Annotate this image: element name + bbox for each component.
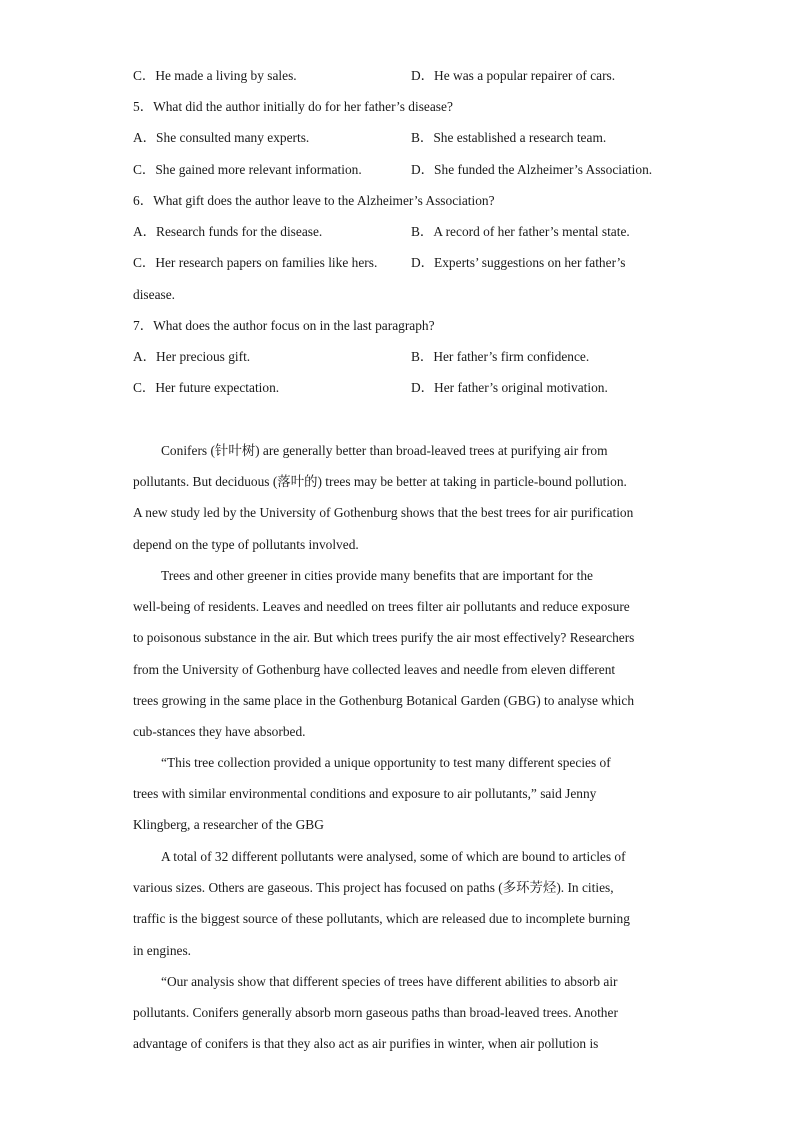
q6-option-d: D．Experts’ suggestions on her father’s — [411, 255, 626, 270]
paragraph-line: traffic is the biggest source of these pollutants, which are released due to incomplete burning — [133, 911, 630, 927]
q5-stem: 5．What did the author initially do for her father’s disease? — [133, 99, 453, 114]
q6-options-row-1 — [133, 216, 664, 247]
paragraph-line: various sizes. Others are gaseous. This project has focused on paths (多环芳烃). In cities, — [133, 880, 614, 896]
paragraph-line: A total of 32 different pollutants were analysed, some of which are bound to articles of — [161, 849, 626, 864]
q5-option-c: C．She gained more relevant information. — [133, 162, 362, 177]
paragraph-line: depend on the type of pollutants involved. — [133, 536, 359, 552]
paragraph-line: well-being of residents. Leaves and needled on trees filter air pollutants and reduce exposure — [133, 599, 630, 615]
paragraph-line: trees with similar environmental conditions and exposure to air pollutants,” said Jenny — [133, 786, 597, 802]
q7-options-row-2 — [133, 372, 664, 403]
passage-paragraph-3 — [133, 747, 664, 841]
q7-options-row-1 — [133, 341, 664, 372]
passage-paragraph-5 — [133, 966, 664, 1060]
q6-option-d-wrap: disease. — [133, 287, 176, 302]
q5-options-row-1 — [133, 122, 664, 153]
q6-option-c: C．Her research papers on families like hers. — [133, 255, 378, 270]
q7-stem: 7．What does the author focus on in the last paragraph? — [133, 318, 435, 333]
paragraph-line: Conifers (针叶树) are generally better than broad-leaved trees at purifying air from — [161, 443, 608, 458]
paragraph-line: to poisonous substance in the air. But which trees purify the air most effectively? Researchers — [133, 630, 635, 646]
q6-option-b: B．A record of her father’s mental state. — [411, 224, 630, 239]
q7-option-c: C．Her future expectation. — [133, 380, 280, 395]
passage-paragraph-2 — [133, 560, 664, 747]
q6-stem: 6．What gift does the author leave to the Alzheimer’s Association? — [133, 193, 495, 208]
paragraph-line: pollutants. But deciduous (落叶的) trees may be better at taking in particle-bound pollution. — [133, 474, 627, 490]
paragraph-line: cub-stances they have absorbed. — [133, 723, 306, 739]
q5-option-d: D．She funded the Alzheimer’s Association. — [411, 162, 653, 177]
q6-option-a: A．Research funds for the disease. — [133, 224, 323, 239]
paragraph-line: in engines. — [133, 942, 192, 958]
paragraph-line: from the University of Gothenburg have collected leaves and needle from eleven different — [133, 661, 616, 677]
q5-options-row-2 — [133, 154, 664, 185]
paragraph-line: trees growing in the same place in the Gothenburg Botanical Garden (GBG) to analyse which — [133, 692, 635, 708]
q7-option-d: D．Her father’s original motivation. — [411, 380, 608, 395]
q5-option-a: A．She consulted many experts. — [133, 130, 310, 145]
q7-option-a: A．Her precious gift. — [133, 349, 251, 364]
q4-option-d: D．He was a popular repairer of cars. — [411, 68, 616, 83]
q5-option-b: B．She established a research team. — [411, 130, 607, 145]
q4-options-row — [133, 60, 664, 91]
passage-paragraph-1 — [133, 435, 664, 560]
passage-paragraph-4 — [133, 841, 664, 966]
paragraph-line: advantage of conifers is that they also act as air purifies in winter, when air pollution is — [133, 1036, 599, 1052]
q6-options-row-2 — [133, 247, 664, 278]
paragraph-line: “This tree collection provided a unique opportunity to test many different species of — [161, 755, 611, 770]
q7-option-b: B．Her father’s firm confidence. — [411, 349, 590, 364]
paragraph-line: pollutants. Conifers generally absorb morn gaseous paths than broad-leaved trees. Another — [133, 1005, 618, 1021]
paragraph-line: Trees and other greener in cities provide many benefits that are important for the — [161, 568, 593, 583]
paragraph-line: A new study led by the University of Gothenburg shows that the best trees for air purification — [133, 505, 634, 521]
paragraph-line: Klingberg, a researcher of the GBG — [133, 817, 324, 833]
paragraph-line: “Our analysis show that different species of trees have different abilities to absorb air — [161, 974, 618, 989]
q4-option-c: C．He made a living by sales. — [133, 68, 297, 83]
